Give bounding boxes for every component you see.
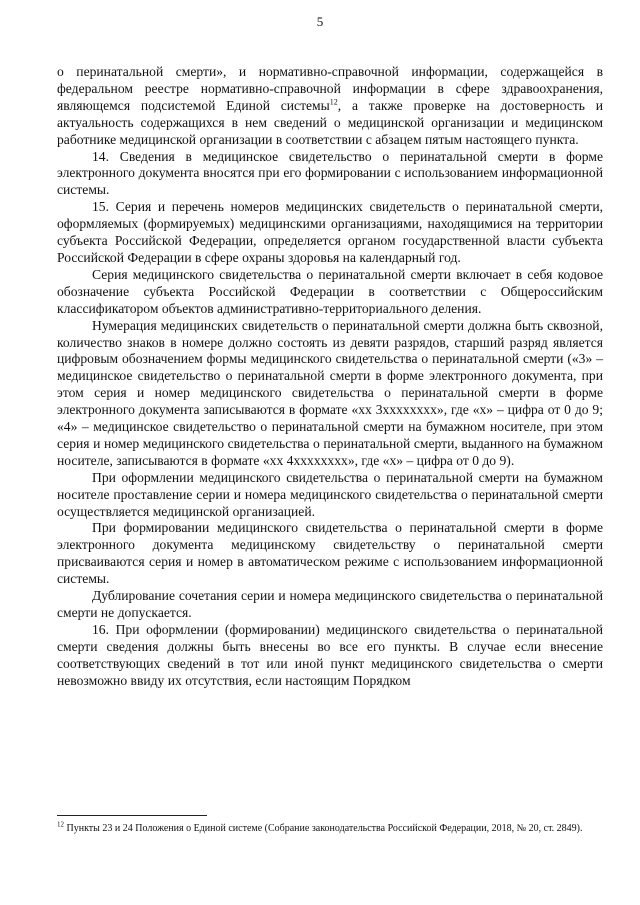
paragraph-continuation — [57, 64, 603, 149]
paragraph-text-after: , а также проверке на достоверность и актуальность содержащихся в нем сведений о медицинской организации и медицинском работнике медицинской организации в соответствии с абзацем пятым настоящего пункта. — [57, 97, 604, 147]
footnote-divider — [57, 815, 207, 816]
document-body — [57, 64, 603, 690]
paragraph-numbering: Нумерация медицинских свидетельств о перинатальной смерти должна быть сквозной, количество знаков в номере должно состоять из девяти разрядов, старший разряд является цифровым обозначением формы медицинского свидетельства о перинатальной смерти («3» – медицинское свидетельство о перинатальной смерти в форме электронного документа, при этом серия и номер медицинского свидетельства о перинатальной смерти в форме электронного документа записываются в формате «хх 3хххххххх», где «х» – цифра от 0 до 9; «4» – медицинское свидетельство о перинатальной смерти на бумажном носителе, при этом серия и номер медицинского свидетельства о перинатальной смерти, выданного на бумажном носителе, записываются в формате «хх 4хххххххх», где «х» – цифра от 0 до 9). — [57, 317, 603, 468]
footnote-marker: 12 — [57, 820, 64, 829]
page-number: 5 — [316, 14, 324, 29]
paragraph-item-16: 16. При оформлении (формировании) медицинского свидетельства о перинатальной смерти сведения должны быть внесены во все его пункты. В случае если внесение соответствующих сведений в тот или иной пункт медицинского свидетельства о смерти невозможно ввиду их отсутствия, если настоящим Порядком — [57, 621, 603, 688]
paragraph-item-15: 15. Серия и перечень номеров медицинских свидетельств о перинатальной смерти, оформляемых (формируемых) медицинскими организациями, находящимися на территории субъекта Российской Федерации, определяется органом государственной власти субъекта Российской Федерации в сфере охраны здоровья на календарный год. — [57, 199, 603, 265]
footnote — [57, 822, 603, 835]
paragraph-item-14: 14. Сведения в медицинское свидетельство о перинатальной смерти в форме электронного документа вносятся при его формировании с использованием информационной системы. — [57, 148, 603, 198]
paragraph-text: о перинатальной смерти», и нормативно-справочной информации, содержащейся в федеральном реестре нормативно-справочной информации в сфере здравоохранения, являющемся подсистемой Единой системы — [57, 64, 603, 113]
paragraph-paper-form: При оформлении медицинского свидетельства о перинатальной смерти на бумажном носителе проставление серии и номера медицинского свидетельства о перинатальной смерти осуществляется медицинской организацией. — [57, 469, 603, 519]
paragraph-electronic-form: При формировании медицинского свидетельства о перинатальной смерти в форме электронного документа медицинскому свидетельству о перинатальной смерти присваиваются серия и номер в автоматическом режиме с использованием информационной системы. — [57, 520, 603, 587]
paragraph-series-code: Серия медицинского свидетельства о перинатальной смерти включает в себя кодовое обозначение субъекта Российской Федерации в соответствии с Общероссийским классификатором объектов административно-территориального деления. — [57, 266, 603, 316]
footnote-reference: 12 — [329, 97, 338, 107]
footnote-text: Пункты 23 и 24 Положения о Единой системе (Собрание законодательства Российской Федерации, 2018, № 20, ст. 2849). — [66, 823, 583, 834]
paragraph-duplication: Дублирование сочетания серии и номера медицинского свидетельства о перинатальной смерти не допускается. — [57, 588, 603, 620]
